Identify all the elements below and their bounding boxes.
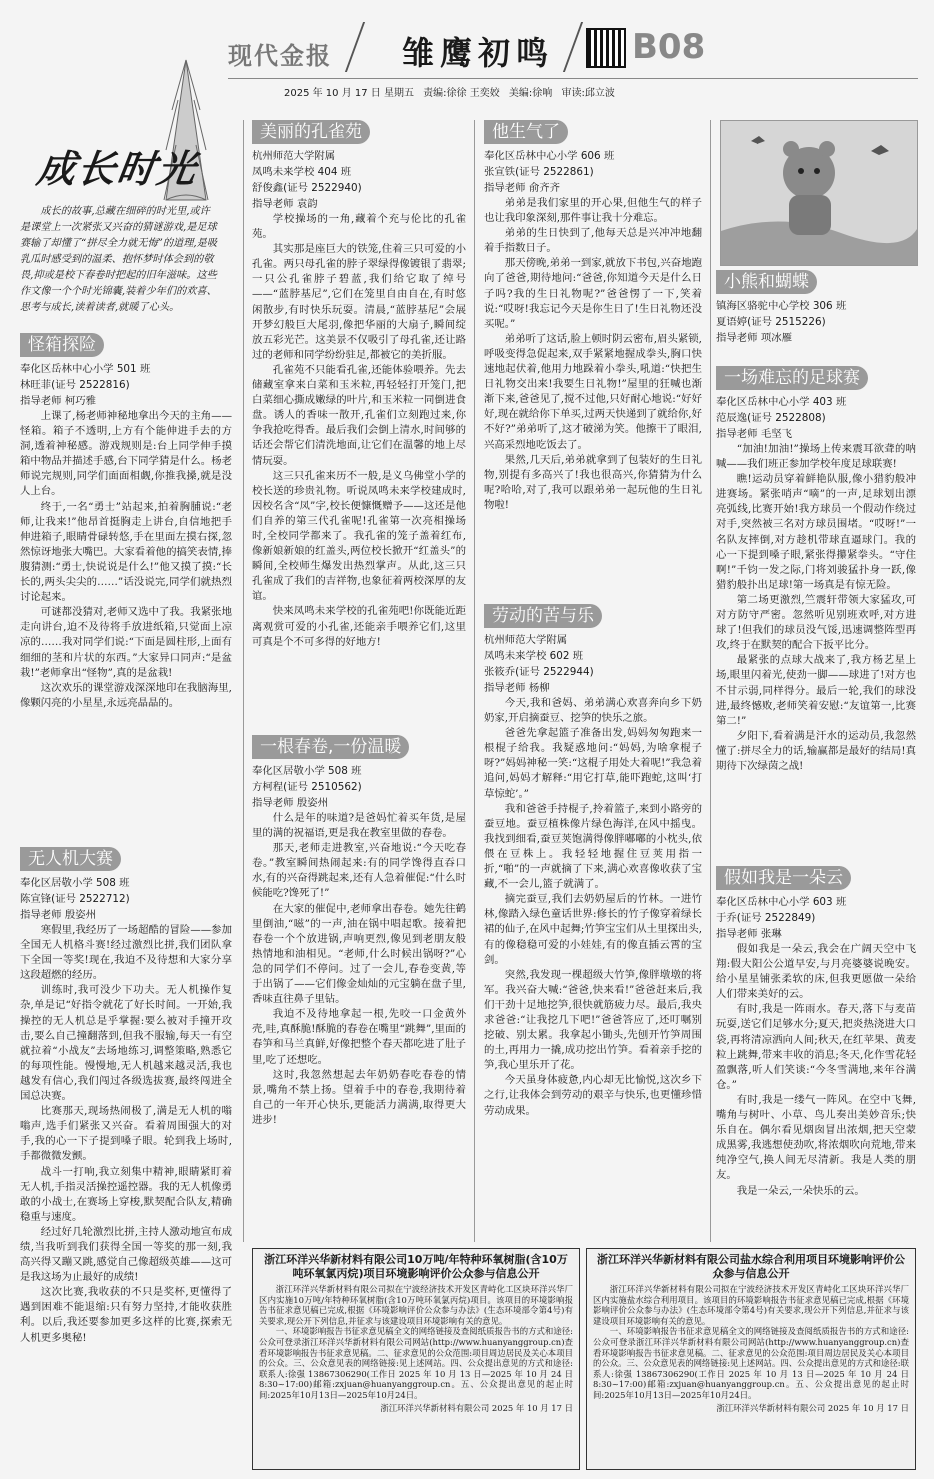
article-paragraph: 可谜都没猜对,老师又选中了我。我紧张地走向讲台,迫不及待将手放进纸箱,只觉面上凉凉的……我对同学们说:“下面是圆柱形,上面有细细的茎和片状的东西。”大家异口同声:“是盆栽!”老师拿出“怪物”,真的是盆栽!: [20, 606, 232, 679]
article-school: 奉化区居敬小学 508 班: [252, 765, 362, 777]
section-title: 雏鹰初鸣: [402, 34, 555, 72]
article-football-match: [716, 366, 916, 860]
article-title: 一根春卷,一份温暖: [252, 735, 409, 759]
article-paragraph: 终于,一名“勇士”站起来,拍着胸脯说:“老师,让我来!”他昂首挺胸走上讲台,自信地把手伸进箱子,眼睛骨碌转悠,手在里面左摸右探,忽然惊讶地张大嘴巴。大家看着他的搞笑表情,捧腹猜测:“勇士,快说说是什么!”他又摸了摸:“长长的,两头尖尖的……”话没说完,同学们就热烈讨论起来。: [20, 500, 232, 604]
article-spring-roll: [252, 735, 466, 1240]
newspaper-name: 现代金报: [228, 42, 332, 70]
article-paragraph: 什么是年的味道?是爸妈忙着买年货,是屋里的满的祝福语,更是我在教室里做的春卷。: [252, 812, 466, 840]
article-paragraph: 比赛那天,现场热闹极了,满是无人机的嗡嗡声,选手们紧张又兴奋。看着周围强大的对手,我的心一下子提到嗓子眼。轮到我上场时,手都微微发颤。: [20, 1105, 232, 1163]
notice-title: 浙江环洋兴华新材料有限公司10万吨/年特种环氧树脂(含10万吨环氧氯丙烷)项目环境影响评价公众参与信息公开: [264, 1253, 568, 1280]
notice-paragraph: 一、环境影响报告书征求意见稿全文的网络链接及查阅纸质报告书的方式和途径:公众可登录浙江环洋兴华新材料有限公司网站(http://www.huanyanggroup.cn)查看环境影响报告书征求意见稿。二、征求意见的公众范围:项目周边居民及关心本项目的公众。三、公众意见表的网络链接:见上述网站。四、公众提出意见的方式和途径:联系人:徐强 13867306290(工作日 2025 年 10 月 13 日—2025 年 10 月 24 日 8:30~17:00)邮箱:zxjuan@huanyanggroup.cn。五、公众提出意见的起止时间:2025年10月13日—2025年10月24日。: [593, 1326, 909, 1400]
article-teacher: 指导老师 袁韵: [252, 198, 318, 210]
article-author: 夏语婷(证号 2515226): [716, 316, 826, 328]
article-author: 舒俊鑫(证号 2522940): [252, 182, 362, 194]
article-school: 杭州师范大学附属: [252, 150, 336, 162]
article-paragraph: 突然,我发现一棵超级大竹笋,像胖墩墩的将军。我兴奋大喊:“爸爸,快来看!”爸爸赶来后,我们干劲十足地挖笋,很快就筋疲力尽。最后,我央求爸爸:“让我挖几下吧!”爸爸答应了,还叮嘱别挖破、别太累。我拿起小锄头,先刨开竹笋周围的土,再用力一撬,成功挖出竹笋。看着亲手挖的笋,我心里乐开了花。: [484, 968, 702, 1072]
article-paragraph: 弟弟听了这话,脸上顿时阴云密布,眉头紧锁,呼吸变得急促起来,双手紧紧地握成拳头,胸口快速地起伏着,他用力地跺着小拳头,吼道:“快把生日礼物交出来!我要生日礼物!”屋里的狂喊也渐渐下来,爸爸见了,搅不过他,只好耐心地说:“好好好,现在就给你下单买,过两天快递到了就给你,好不好?”弟弟听了,这才破涕为笑。他擦干了眼泪,兴高采烈地吃饭去了。: [484, 332, 702, 451]
article-title: 假如我是一朵云: [716, 866, 851, 890]
article-paragraph: “加油!加油!”操场上传来震耳欲聋的呐喊——我们班正参加学校年度足球联赛!: [716, 443, 916, 471]
article-school-line2: 凤鸣未来学校 602 班: [484, 650, 584, 662]
article-paragraph: 学校操场的一角,藏着个充与伦比的孔雀苑。: [252, 213, 466, 241]
article-paragraph: 爸爸先拿起篮子准备出发,妈妈匆匆跑来一根棍子给我。我疑惑地问:“妈妈,为啥拿棍子呀?”妈妈神秘一笑:“这棍子用处大着呢!”我急着追问,妈妈才解释:“用它打草,能吓跑蛇,这叫‘打草惊蛇’。”: [484, 727, 702, 800]
article-paragraph: 我迫不及待地拿起一根,先咬一口金黄外壳,哇,真酥脆!酥脆的春卷在嘴里“跳舞”,里面的春笋和马兰真鲜,好像把整个春天都吃进了肚子里,吃了还想吃。: [252, 1008, 466, 1066]
article-paragraph: 那天,老师走进教室,兴奋地说:“今天吃春卷。”教室瞬间热闹起来:有的同学馋得直吞口水,有的兴奋得跳起来,还有人急着催促:“什么时候能吃?馋死了!”: [252, 842, 466, 900]
column-divider: [710, 120, 711, 1242]
article-author: 张宣铁(证号 2522861): [484, 166, 594, 178]
notice-paragraph: 一、环境影响报告书征求意见稿全文的网络链接及查阅纸质报告书的方式和途径:公众可登录浙江环洋兴华新材料有限公司网站(http://www.huanyanggroup.cn)查看环境影响报告书征求意见稿。二、征求意见的公众范围:项目周边居民及关心本项目的公众。三、公众意见表的网络链接:见上述网站。四、公众提出意见的方式和途径:联系人:徐强 13867306290(工作日 2025 年 10 月 13 日—2025 年 10 月 24 日 8:30~17:00)邮箱:zxjuan@huanyanggroup.cn。五、公众提出意见的起止时间:2025年10月13日—2025年10月24日。: [259, 1326, 573, 1400]
article-school-line2: 凤鸣未来学校 404 班: [252, 166, 352, 178]
article-title: 小熊和蝴蝶: [716, 270, 817, 294]
article-school: 奉化区岳林中心小学 606 班: [484, 150, 615, 162]
notice-signature: 浙江环洋兴华新材料有限公司 2025 年 10 月 17 日: [380, 1402, 573, 1413]
notice-title: 浙江环洋兴华新材料有限公司盐水综合利用项目环境影响评价公众参与信息公开: [597, 1253, 905, 1280]
article-title: 他生气了: [484, 120, 568, 144]
article-paragraph: 孔雀苑不只能看孔雀,还能体验喂养。先去储藏室拿来白菜和玉米粒,再轻轻打开笼门,把白菜细心撕成嫩绿的叶片,和玉米粒一同倒进食盘。诱人的香味一散开,孔雀们立刻跑过来,你争我抢吃得香。最后我们会倒上清水,时间够的话还会帮它们清洗地面,让它们在温馨的地上尽情玩耍。: [252, 363, 466, 467]
article-school: 镇海区骆驼中心学校 306 班: [716, 300, 847, 312]
article-title: 劳动的苦与乐: [484, 604, 602, 628]
article-paragraph: 训练时,我可没少下功夫。无人机操作复杂,单是记“好指令就花了好长时间。一开始,我操控的无人机总是乎掌握:要么被对手撞开攻击,要么自己撞翻落到,但我不服输,每天一有空就拉着“小战友”去场地练习,调整策略,熟悉它的每项性能。慢慢地,无人机越来越灵活,我也越发有信心,我们闯过各级选拔赛,最终闯进全国总决赛。: [20, 984, 232, 1103]
article-paragraph: 第二场更激烈,竺震轩带领大家猛攻,可对方防守严密。忽然听见别班欢呼,对方进球了!但我们的球员没气馁,迅速调整阵型再攻,终于在默契的配合下扳平比分。: [716, 593, 916, 652]
article-drone-contest: [20, 847, 232, 1465]
article-paragraph: 其实那是座巨大的铁笼,住着三只可爱的小孔雀。两只母孔雀的脖子翠绿得像镀银了翡翠;一只公孔雀脖子碧蓝,我们给它取了绰号——“蓝脖基尼”,它们在笼里自由自在,有时悠闲散步,有时快乐玩耍。清晨,“蓝脖基尼”会展开梦幻般巨大尾羽,像把华丽的大扇子,瞬间绽放五彩光芒。这美景不仅吸引了母孔雀,还让路过的老师和同学纷纷驻足,都被它的美折服。: [252, 243, 466, 361]
article-paragraph: 今天,我和爸妈、弟弟满心欢喜奔向乡下奶奶家,开启摘蚕豆、挖笋的快乐之旅。: [484, 697, 702, 725]
article-paragraph: 果然,几天后,弟弟就拿到了包装好的生日礼物,别提有多高兴了!我也很高兴,你猜猜为什么呢?哈哈,对了,我可以跟弟弟一起玩他的生日礼物啦!: [484, 453, 702, 511]
article-school: 奉化区岳林中心小学 403 班: [716, 396, 847, 408]
article-author: 张筱乔(证号 2522944): [484, 666, 594, 678]
child-drawing-bear-butterfly: [720, 120, 918, 266]
notice-paragraph: 浙江环洋兴华新材料有限公司拟在宁波经济技术开发区青峙化工区块环洋兴华厂区内实施盐水综合利用项目。该项目的环境影响报告书征求意见稿已完成,根据《环境影响评价公众参与办法》(生态环境部令第4号)有关要求,现公开下列信息,并征求与该建设项目环境影响有关的意见。: [593, 1284, 909, 1326]
article-author: 于乔(证号 2522849): [716, 912, 816, 924]
article-teacher: 指导老师 项冰雁: [716, 332, 793, 344]
article-paragraph: 弟弟的生日快到了,他每天总是兴冲冲地翻着手指数日子。: [484, 227, 702, 255]
article-labor: [484, 604, 702, 1240]
editor-credit: 责编:徐徐 王奕姣: [423, 88, 500, 99]
article-mystery-box: [20, 333, 232, 843]
public-notice-epoxy-project: [252, 1248, 580, 1470]
header-divider: [563, 22, 583, 72]
column-divider: [474, 120, 475, 1242]
article-bear-butterfly: [716, 270, 916, 360]
article-title: 美丽的孔雀苑: [252, 120, 370, 144]
notice-signature: 浙江环洋兴华新材料有限公司 2025 年 10 月 17 日: [716, 1402, 909, 1413]
article-paragraph: 夕阳下,看着满是汗水的运动员,我忽然懂了:拼尽全力的话,输赢都是最好的结局!真期待下次绿茵之战!: [716, 729, 916, 772]
article-teacher: 指导老师 毛坚飞: [716, 428, 793, 440]
article-paragraph: 摘完蚕豆,我们去奶奶屋后的竹林。一进竹林,像踏入绿色童话世界:修长的竹子像穿着绿长裙的仙子,在风中起舞;竹笋宝宝们从土里探出头,有的像稳稳可爱的小娃娃,有的像直插云霄的宝剑。: [484, 893, 702, 966]
page-number: B08: [632, 27, 706, 67]
notice-paragraph: 浙江环洋兴华新材料有限公司拟在宁波经济技术开发区青峙化工区块环洋兴华厂区内实施10万吨/年特种环氧树脂(含10万吨环氧氯丙烷)项目。该项目的环境影响报告书征求意见稿已完成,根据《环境影响评价公众参与办法》(生态环境部令第4号)有关要求,现公开下列信息,并征求与该建设项目环境影响有关的意见。: [259, 1284, 573, 1326]
article-teacher: 指导老师 柯巧雅: [20, 395, 97, 407]
article-he-got-angry: [484, 120, 702, 600]
public-notice-brine-project: [586, 1248, 916, 1470]
article-teacher: 指导老师 张琳: [716, 928, 782, 940]
article-paragraph: 我和爸爸手持棍子,拎着篮子,来到小路旁的蚕豆地。蚕豆植株像片绿色海洋,在风中摇曳。我找到细看,蚕豆荚饱满得像胖嘟嘟的小枕头,依偎在豆株上。我轻轻地握住豆荚用指一折,“啪”的一声就摘了下来,满心欢喜像收获了宝藏,不一会儿,篮子就满了。: [484, 802, 702, 891]
bear-drawing: [721, 121, 917, 265]
article-school: 奉化区居敬小学 508 班: [20, 877, 130, 889]
header-divider: [345, 22, 365, 72]
article-author: 陈宣锋(证号 2522712): [20, 893, 130, 905]
article-teacher: 指导老师 俞齐齐: [484, 182, 561, 194]
article-paragraph: 这次欢乐的课堂游戏深深地印在我脑海里,像颗闪亮的小星星,永远亮晶晶的。: [20, 681, 232, 709]
article-title: 一场难忘的足球赛: [716, 366, 868, 390]
article-paragraph: 这三只孔雀来历不一般,是义乌佛堂小学的校长送的珍贵礼物。听说凤鸣未来学校建成时,因校名含“凤”字,校长便慷慨赠予——这还是他们自养的第三代孔雀呢!孔雀第一次亮相操场时,全校同学都来了。我孔雀的笼子盖着红布,像新娘新娘的红盖头,两位校长掀开“红盖头”的瞬间,全校师生爆发出热烈掌声。从此,这三只孔雀成了我们的吉祥物,也象征着两校深厚的友谊。: [252, 469, 466, 603]
column-title: 成长时光: [34, 146, 201, 191]
article-author: 方柯程(证号 2510562): [252, 781, 362, 793]
article-title: 无人机大赛: [20, 847, 121, 871]
article-school: 奉化区岳林中心小学 603 班: [716, 896, 847, 908]
article-paragraph: 有时,我是一阵雨水。春天,落下与麦苗玩耍,送它们足够水分;夏天,把炎热浇进大口袋,再将清凉洒向人间;秋天,在红苹果、黄麦粒上跳舞,带来丰收的消息;冬天,化作雪花轻盈飘落,听人们笑谈:“今冬雪满地,来年谷满仓。”: [716, 1003, 916, 1091]
article-school: 奉化区岳林中心小学 501 班: [20, 363, 151, 375]
article-paragraph: 我是一朵云,一朵快乐的云。: [736, 1184, 865, 1197]
article-paragraph: 弟弟是我们家里的开心果,但他生气的样子也让我印象深刻,那件事让我十分难忘。: [484, 197, 702, 225]
article-paragraph: 有时,我是一缕气一阵风。在空中飞舞,嘴角与树叶、小草、鸟儿奏出美妙音乐;快乐自在。偶尔看见烟囱冒出浓烟,把天空蒙成黑雾,我逃想使劲吹,将浓烟吹向荒地,带来纯净空气,换人间无尽清新。我是人类的朋友。: [716, 1093, 916, 1182]
column-divider: [243, 120, 244, 1242]
article-author: 林旺菲(证号 2522816): [20, 379, 130, 391]
article-paragraph: 快来凤鸣未来学校的孔雀苑吧!你既能近距离观赏可爱的小孔雀,还能亲手喂养它们,这里可真是个不可多得的好地方!: [252, 605, 466, 648]
proof-credit: 审读:邱立波: [561, 88, 615, 99]
designer-credit: 美编:徐响: [508, 88, 553, 99]
header-rule: [228, 78, 918, 79]
article-paragraph: 上课了,杨老师神秘地拿出今天的主角——怪箱。箱子不透明,上方有个能伸进手去的方洞,透着神秘感。游戏规则是:台上同学伸手摸箱中物品并描述手感,台下同学猜是什么。杨老师说完规则,同学们面面相觑,你推我搡,就是没人上台。: [20, 410, 232, 498]
issue-date: 2025 年 10 月 17 日 星期五: [284, 88, 414, 99]
article-paragraph: 瞧!运动员穿着鲜艳队服,像小猎豹般冲进赛场。紧张哨声“嘀”的一声,足球划出漂亮弧线,比赛开始!我方球员一个假动作绕过对手,突然被三名对方球员围堵。“哎呀!”一名队友摔倒,对方趁机带球直逼球门。我的心一下提到嗓子眼,紧张得攥紧拳头。“守住啊!”千钧一发之际,门将刘骏猛扑身一跃,像猎豹般扑出足球!第一场真是有惊无险。: [716, 473, 916, 591]
article-paragraph: 假如我是一朵云,我会在广阔天空中飞翔:假大阳公公道早安,与月亮婆婆说晚安。给小星星铺张柔软的床,但我更愿做一朵给人们带来美好的云。: [716, 943, 916, 1001]
article-peacock-garden: [252, 120, 466, 730]
issue-meta: [284, 84, 621, 99]
article-paragraph: 寒假里,我经历了一场超酷的冒险——参加全国无人机格斗赛!经过激烈比拼,我们团队拿下全国一等奖!现在,我迫不及待想和大家分享这段超燃的经历。: [20, 924, 232, 982]
article-paragraph: 经过好几轮激烈比拼,主持人激动地宣布成绩,当我听到我们获得全国一等奖的那一刻,我高兴得又蹦又跳,感觉自己像超级英雄——这可是我这场为止最好的成绩!: [20, 1225, 232, 1284]
article-school: 杭州师范大学附属: [484, 634, 568, 646]
article-paragraph: 今天虽身体疲惫,内心却无比愉悦,这次乡下之行,让我体会到劳动的艰辛与快乐,也更懂珍惜劳动成果。: [484, 1074, 702, 1117]
article-teacher: 指导老师 殷姿州: [20, 909, 97, 921]
article-author: 范辰逸(证号 2522808): [716, 412, 826, 424]
article-teacher: 指导老师 殷姿州: [252, 797, 329, 809]
article-paragraph: 这时,我忽然想起去年奶奶春吃春卷的情景,嘴角不禁上扬。望着手中的春卷,我期待着自己的一年开心快乐,更能活力满满,取得更大进步!: [252, 1068, 466, 1126]
article-teacher: 指导老师 杨柳: [484, 682, 550, 694]
article-paragraph: 那天傍晚,弟弟一到家,就放下书包,兴奋地跑向了爸爸,期待地问:“爸爸,你知道今天是什么日子吗?我的生日礼物呢?”爸爸愣了一下,笑着说:“哎呀!我忘记今天是你生日了!生日礼物还没买呢。”: [484, 257, 702, 330]
article-paragraph: 最紧张的点球大战来了,我方杨艺星上场,眼里闪着光,使劲一脚——球进了!对方也不甘示弱,同样得分。最后一轮,我们的球没进,最终憾败,老师笑着安慰:“友谊第一,比赛第二!”: [716, 654, 916, 727]
column-intro: 成长的故事,总藏在细碎的时光里,或许是课堂上一次紧张又兴奋的猜谜游戏,是足球赛输了却懂了“拼尽全力就无悔”的道理,是吸乳瓜时感受到的温柔、抱怀梦时体会到的敬畏,抑或是校下春卷时把起的旧年滋味。这些作文像一个个时光锦囊,装着少年们的欢喜、思考与成长,读着读者,就暖了心头。: [20, 206, 218, 313]
article-title: 怪箱探险: [20, 333, 104, 357]
article-if-i-were-a-cloud: [716, 866, 916, 1240]
article-paragraph: 战斗一打响,我立刻集中精神,眼睛紧盯着无人机,手指灵活操控遥控器。我的无人机像勇敢的小战士,在赛场上穿梭,默契配合队友,精确稳重与速度。: [20, 1165, 232, 1223]
qr-code-icon: [586, 28, 626, 68]
article-paragraph: 在大家的催促中,老师拿出春卷。她先往鹤里倒油,“嗞”的一声,油在锅中唱起歌。接着把春卷一个个放进锅,声响更烈,像见到老朋友般热情地和油相见。“老师,什么时候出锅呀?”心急的同学们不停问。过了一会儿,春卷变黄,等于出锅了——它们像金灿灿的元宝躺在盘子里,香味直往鼻子里钻。: [252, 902, 466, 1006]
article-paragraph: 这次比赛,我收获的不只是奖杯,更懂得了遇到困难不能退缩:只有努力坚持,才能收获胜利。以后,我还要参加更多这样的比赛,探索无人机更多奥秘!: [20, 1286, 232, 1344]
